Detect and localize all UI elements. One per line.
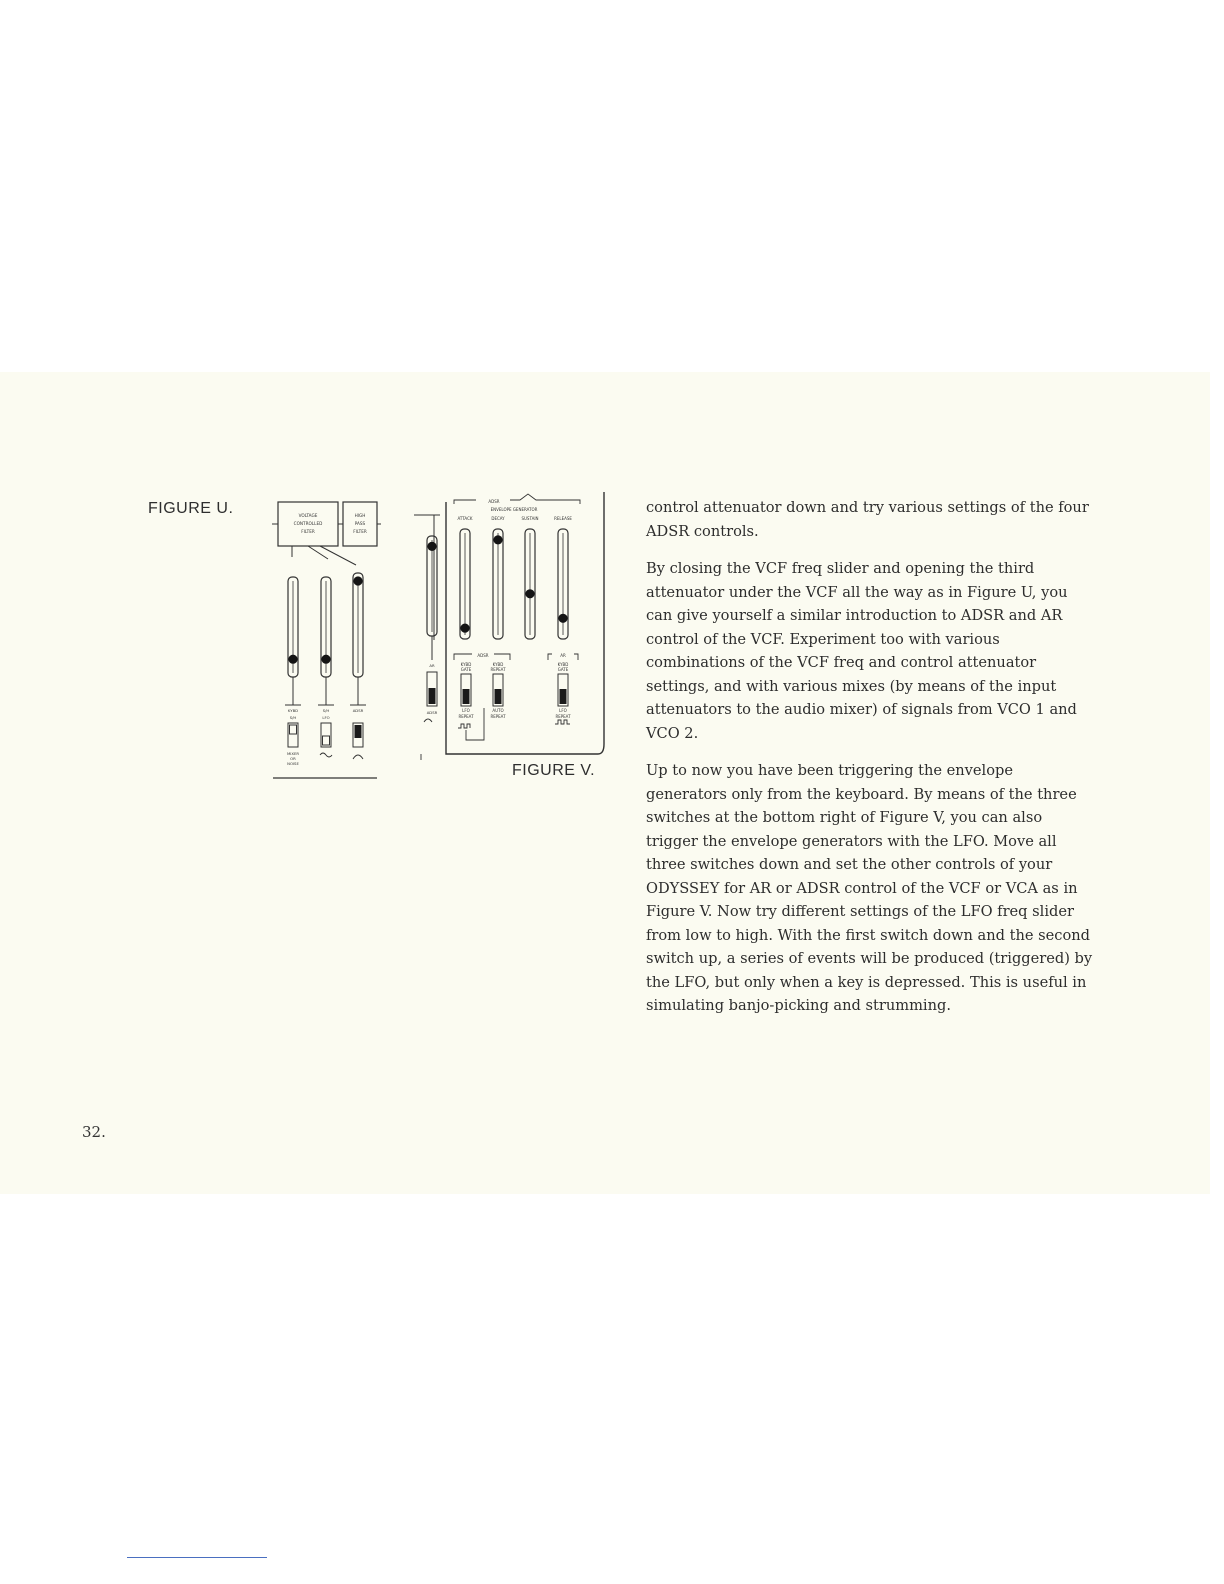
ar-bracket-label: AR bbox=[560, 653, 566, 658]
adsr-bracket-label: ADSR bbox=[477, 653, 489, 658]
vcf-box-line-3: FILTER bbox=[301, 529, 315, 534]
ar-switch-bottom-2: REPEAT bbox=[555, 714, 571, 719]
left-label-adsr: ADSR bbox=[426, 710, 438, 715]
figure-v-diagram bbox=[410, 492, 610, 764]
switch-label-lfo: LFO bbox=[322, 715, 330, 720]
adsr-switch-2-label-1: KYBD bbox=[492, 662, 504, 667]
hpf-box-line-3: FILTER bbox=[353, 529, 367, 534]
repeat-waveform-icons bbox=[458, 720, 570, 728]
release-slider-knob bbox=[558, 614, 567, 623]
switch-bottom-mixer: MIXER bbox=[286, 751, 300, 756]
page-number: 32. bbox=[82, 1123, 106, 1141]
adsr-label-sustain: SUSTAIN bbox=[521, 516, 539, 521]
adsr-label-release: RELEASE bbox=[554, 516, 572, 521]
figure-u-diagram bbox=[270, 497, 382, 782]
adsr-label-attack: ATTACK bbox=[457, 516, 473, 521]
left-label-ar: AR bbox=[429, 663, 435, 668]
hpf-box-line-1: HIGH bbox=[354, 513, 366, 518]
vcf-box-line-1: VOLTAGE bbox=[298, 513, 318, 518]
ar-switch-label-2: GATE bbox=[557, 667, 569, 672]
decay-slider-knob bbox=[493, 535, 502, 544]
body-text bbox=[646, 496, 1098, 1032]
vcf-box-line-2: CONTROLLED bbox=[293, 521, 323, 526]
ar-switch-label-1: KYBD bbox=[557, 662, 569, 667]
paragraph-2: By closing the VCF freq slider and opening the third attenuator under the VCF all the way as in Figure U, you can give yourself a similar introduction to ADSR and AR control of the VCF. Experiment too with various combinations of the VCF freq and control attenuator settings, and with various mixes (by means of the input attenuators to the audio mixer) of signals from VCO 1 and VCO 2. bbox=[646, 560, 1077, 742]
footnote-rule bbox=[127, 1557, 267, 1558]
switch-bottom-noise: NOISE bbox=[287, 761, 299, 766]
adsr-switch-1-bottom-1: LFO bbox=[462, 708, 470, 713]
header-bracket-adsr: ADSR bbox=[488, 499, 500, 504]
paragraph-1: control attenuator down and try various settings of the four ADSR controls. bbox=[646, 499, 1089, 540]
adsr-switch-2-bottom-2: REPEAT bbox=[490, 714, 506, 719]
slider-label-kybd: KYBD bbox=[287, 708, 299, 713]
figure-u-label: FIGURE U. bbox=[148, 500, 234, 517]
switch-label-sh: S/H bbox=[289, 715, 297, 720]
sustain-slider-knob bbox=[525, 589, 534, 598]
ar-slider-knob bbox=[427, 542, 436, 551]
paragraph-3: Up to now you have been triggering the envelope generators only from the keyboard. By means of the three switches at the bottom right of Figure V, you can also trigger the envelope generators with the LFO. Move all three switches down and set the other controls of your ODYSSEY for AR or ADSR control of the VCF or VCA as in Figure V. Now try different settings of the LFO freq slider from low to high. With the first switch down and the second switch up, a series of events will be produced (triggered) by the LFO, but only when a key is depressed. This is useful in simulating banjo-picking and strumming. bbox=[646, 762, 1093, 1014]
waveform-icons bbox=[320, 753, 363, 759]
figure-v-label: FIGURE V. bbox=[512, 762, 596, 779]
switch-bottom-or: OR bbox=[290, 756, 296, 761]
manual-page bbox=[0, 372, 1210, 1194]
hpf-box-line-2: PASS bbox=[354, 521, 366, 526]
adsr-switch-1-label-2: GATE bbox=[460, 667, 472, 672]
kybd-slider-knob bbox=[288, 655, 297, 664]
slider-label-sh: S/H bbox=[322, 708, 330, 713]
adsr-slider-knob bbox=[353, 576, 362, 585]
slider-label-adsr: ADSR bbox=[352, 708, 364, 713]
adsr-switch-2-label-2: REPEAT bbox=[490, 667, 506, 672]
adsr-switch-1-label-1: KYBD bbox=[460, 662, 472, 667]
attack-slider-knob bbox=[460, 624, 469, 633]
sh-slider-knob bbox=[321, 655, 330, 664]
adsr-label-decay: DECAY bbox=[491, 516, 505, 521]
ar-switch-bottom-1: LFO bbox=[559, 708, 567, 713]
adsr-switch-1-bottom-2: REPEAT bbox=[458, 714, 474, 719]
header-envelope-generator: ENVELOPE GENERATOR bbox=[490, 507, 538, 512]
adsr-switch-2-bottom-1: AUTO bbox=[492, 708, 504, 713]
